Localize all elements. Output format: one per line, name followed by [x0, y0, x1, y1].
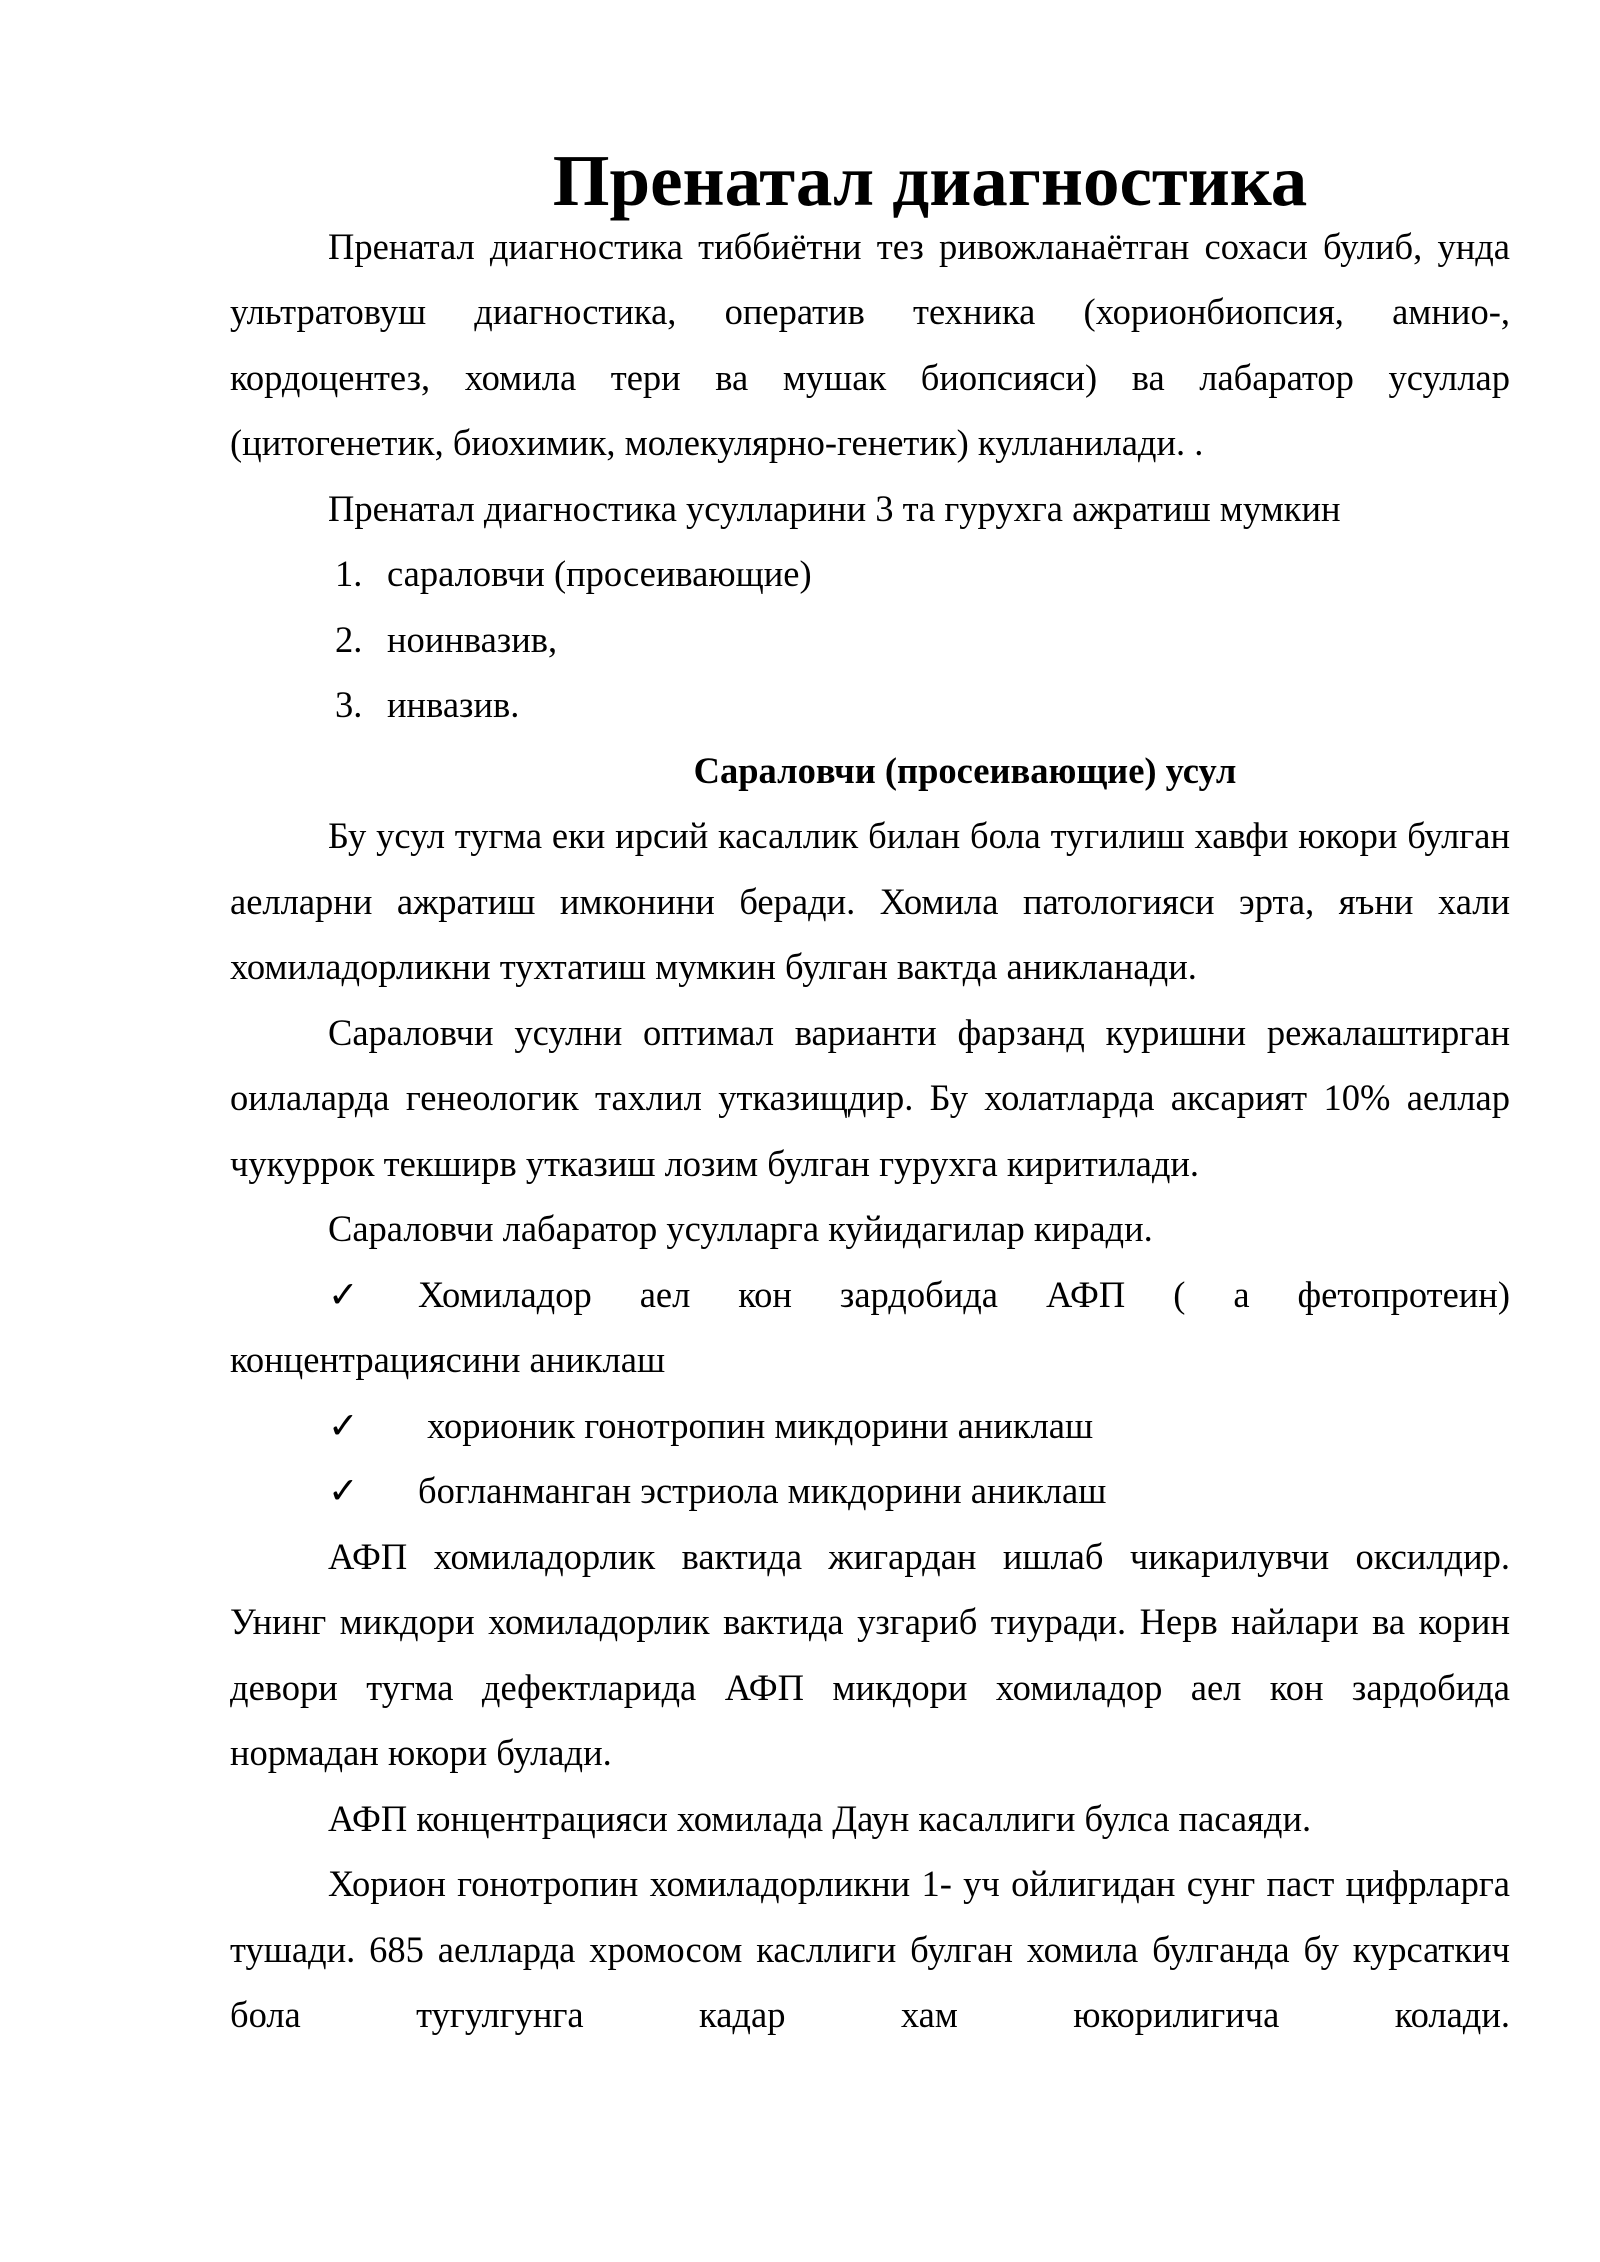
document-title: Пренатал диагностика [552, 140, 1308, 221]
paragraph-groups: Пренатал диагностика усулларини 3 та гурухга ажратиш мумкин [328, 487, 1341, 529]
list-number: 1. [335, 553, 363, 594]
list-text: саралoвчи (просеивающие) [387, 553, 812, 594]
check-item [230, 1458, 1510, 1524]
section-title: Саралoвчи (просеивающие) усул [693, 749, 1237, 791]
check-item [230, 1262, 1510, 1393]
list-text: инвазив. [387, 684, 520, 725]
list-text: ноинвазив, [387, 618, 558, 660]
checkmark-icon: ✓ [328, 1404, 359, 1446]
methods-list [230, 541, 1510, 738]
checkmark-icon: ✓ [328, 1273, 359, 1315]
paragraph-optimal: Саралoвчи усулни оптимал варианти фарзанд куришни режалаштирган оилаларда генеологик тахлил утказищдир. Бу холатларда аксарият 10% аеллар чукуррок текширв утказиш лозим булган гурухга киритилади. [230, 1011, 1510, 1184]
list-number: 3. [335, 684, 363, 725]
checkmark-icon: ✓ [328, 1470, 359, 1511]
paragraph-afp-down: АФП концентрацияси хомилада Даун касаллиги булса пасаяди. [328, 1797, 1312, 1839]
document-page [230, 140, 1510, 2048]
check-text: хорионик гонотропин микдорини аниклаш [418, 1404, 1094, 1446]
paragraph-risk: Бу усул тугма еки ирсий касаллик билан бола тугилиш хавфи юкори булган аелларни ажратиш имконини беради. Хомила патологияси эрта, яъни хали хомиладорликни тухтатиш мумкин булган вактда аникланади. [230, 815, 1510, 987]
check-text: богланманган эстриола микдорини аниклаш [418, 1470, 1107, 1511]
paragraph-intro: Пренатал диагностика тиббиётни тез ривожланаётган сохаси булиб, унда ультратовуш диагностика, оператив техника (хорионбиопсия, амнио-, кордоцентез, хомила тери ва мушак биопсияси) ва лабаратор усуллар (цитогенетик, биохимик, молекулярно-генетик) кулланилади. . [230, 225, 1510, 463]
check-text: Хомиладор аел кон зардобида АФП ( а фетопротеин) концентрациясини аниклаш [230, 1273, 1510, 1380]
paragraph-lab-methods: Саралoвчи лабаратор усулларга куйидагилар киради. [328, 1208, 1153, 1249]
list-item [230, 672, 1510, 738]
list-item [230, 541, 1510, 607]
check-item [230, 1393, 1510, 1459]
paragraph-chorion: Хорион гонотропин хомиладорликни 1- уч ойлигидан сунг паст цифрларга тушади. 685 аелларда хромосом касллиги булган хомила булганда бу курсаткич бола тугулгунга кадар хам юкорилигича колади. [230, 1863, 1510, 2035]
list-number: 2. [335, 618, 363, 660]
paragraph-afp: АФП хомиладорлик вактида жигардан ишлаб чикарилувчи оксилдир. Унинг микдори хомиладорлик вактида узгариб тиуради. Нерв найлари ва корин девори тугма дефектларида АФП микдори хомиладор аел кон зардобида нормадан юкори булади. [230, 1535, 1510, 1773]
list-item [230, 607, 1510, 673]
